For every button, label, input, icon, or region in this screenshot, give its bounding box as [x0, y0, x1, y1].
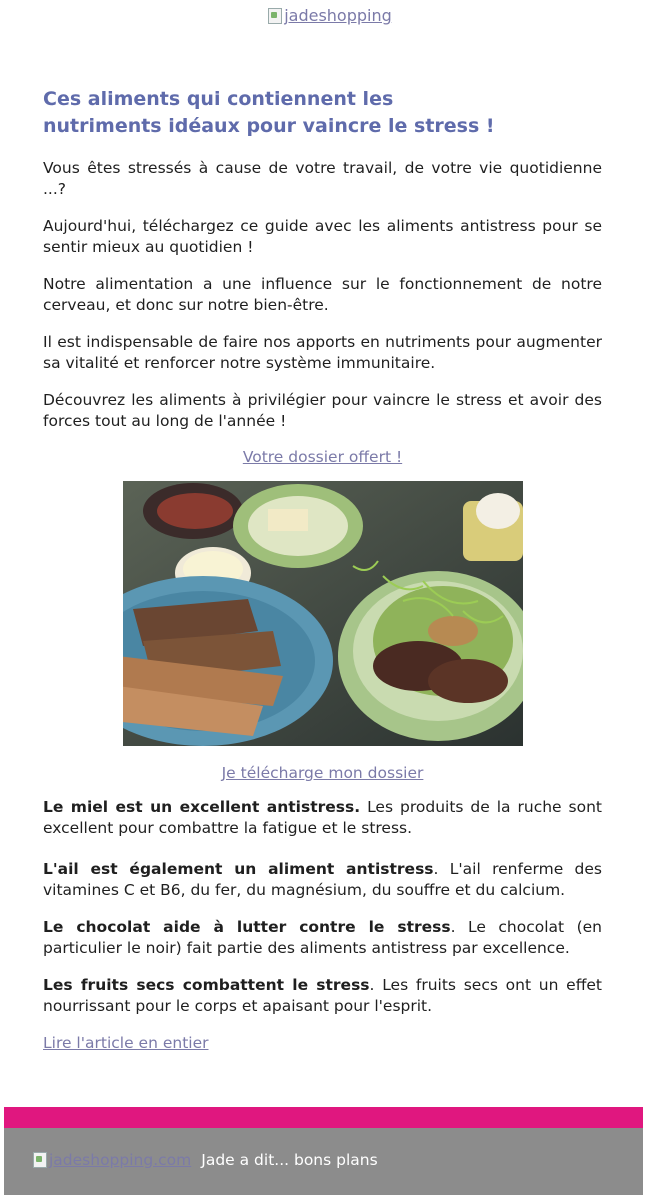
- download-dossier-link[interactable]: Je télécharge mon dossier: [221, 764, 424, 782]
- footer-accent-bar: [4, 1107, 643, 1128]
- footer-content: [33, 1151, 378, 1169]
- food-photo[interactable]: [123, 481, 523, 746]
- tip-dried-fruits-text: . Les fruits secs ont un effet nourrissant pour le corps et apaisant pour l'esprit.: [43, 976, 602, 1015]
- tip-garlic-text: . L'ail renferme des vitamines C et B6, du fer, du magnésium, du souffre et du calcium.: [43, 860, 602, 899]
- broken-image-icon: [33, 1152, 47, 1168]
- tip-garlic-bold: L'ail est également un aliment antistress: [43, 860, 434, 878]
- intro-paragraph-2: Aujourd'hui, téléchargez ce guide avec les aliments antistress pour se sentir mieux au quotidien !: [43, 217, 602, 256]
- footer-logo-alt: jadeshopping.com: [49, 1151, 192, 1169]
- intro-paragraph-5: Découvrez les aliments à privilégier pour vaincre le stress et avoir des forces tout au long de l'année !: [43, 391, 602, 430]
- footer-logo-link[interactable]: [33, 1151, 191, 1169]
- offer-link[interactable]: Votre dossier offert !: [242, 448, 403, 466]
- header-logo-alt: jadeshopping: [284, 6, 392, 25]
- tip-honey-bold: Le miel est un excellent antistress.: [43, 798, 361, 816]
- header-logo-container: [0, 0, 660, 36]
- intro-paragraph-3: Notre alimentation a une influence sur le fonctionnement de notre cerveau, et donc sur notre bien-être.: [43, 275, 602, 314]
- tip-chocolate-bold: Le chocolat aide à lutter contre le stress: [43, 918, 451, 936]
- food-photo-illustration: [123, 481, 523, 746]
- tip-honey: [43, 797, 602, 839]
- article-content: [0, 36, 660, 1052]
- tip-chocolate: [43, 917, 602, 959]
- footer: [4, 1128, 643, 1195]
- article-title: Ces aliments qui contiennent les nutriments idéaux pour vaincre le stress !: [43, 88, 495, 137]
- tip-dried-fruits: [43, 975, 602, 1017]
- read-full-article-link[interactable]: Lire l'article en entier: [43, 1034, 209, 1052]
- tip-dried-fruits-bold: Les fruits secs combattent le stress: [43, 976, 370, 994]
- broken-image-icon: [268, 8, 282, 24]
- header-logo-link[interactable]: [268, 6, 392, 25]
- tip-chocolate-text: . Le chocolat (en particulier le noir) fait partie des aliments antistress par excellence.: [43, 918, 602, 957]
- tip-honey-text: Les produits de la ruche sont excellent pour combattre la fatigue et le stress.: [43, 798, 602, 837]
- footer-tagline: Jade a dit... bons plans: [201, 1151, 378, 1169]
- intro-paragraph-1: Vous êtes stressés à cause de votre travail, de votre vie quotidienne ...?: [43, 159, 602, 198]
- intro-paragraph-4: Il est indispensable de faire nos apports en nutriments pour augmenter sa vitalité et renforcer notre système immunitaire.: [43, 333, 602, 372]
- tip-garlic: [43, 859, 602, 901]
